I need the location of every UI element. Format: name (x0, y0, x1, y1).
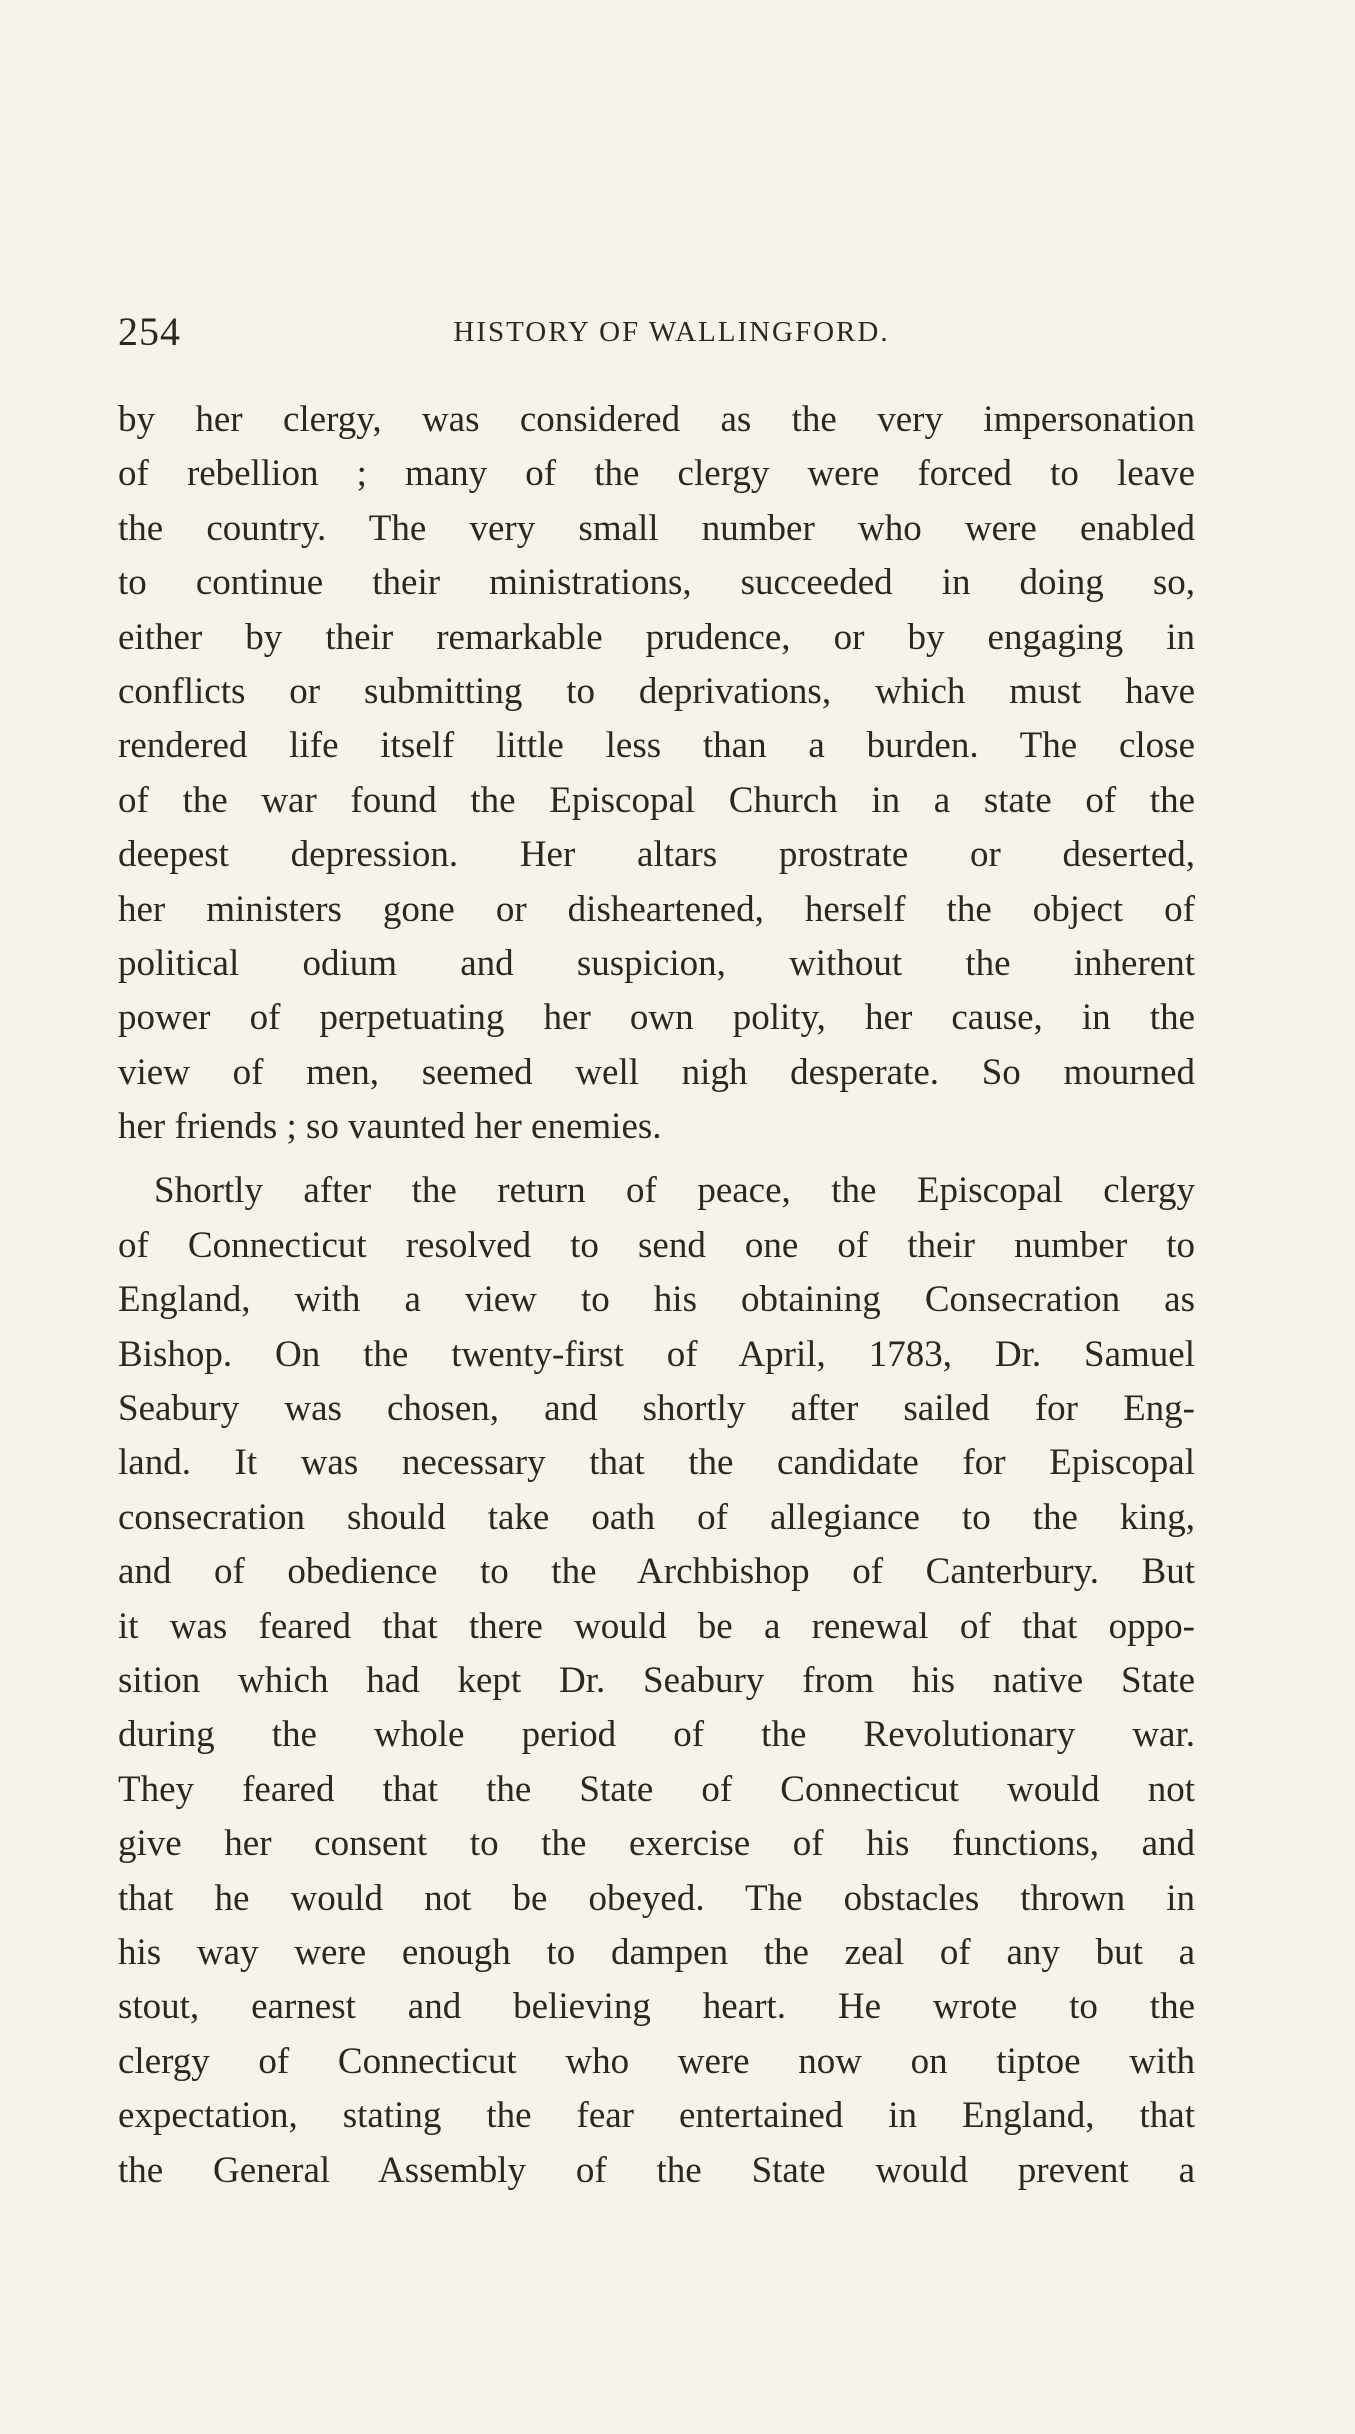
text-line: that he would not be obeyed. The obstacles thrown in (118, 1877, 1195, 1919)
text-line: give her consent to the exercise of his functions, and (118, 1823, 1195, 1865)
text-line: Shortly after the return of peace, the Episcopal clergy (154, 1170, 1195, 1212)
paragraph-1 (118, 393, 1195, 1154)
text-line: by her clergy, was considered as the very impersonation (118, 399, 1195, 440)
text-line: Bishop. On the twenty-first of April, 1783, Dr. Samuel (118, 1333, 1195, 1375)
text-line: deepest depression. Her altars prostrate or deserted, (118, 834, 1195, 876)
body-text (118, 393, 1195, 2198)
paragraph-gap (118, 1154, 1195, 1164)
text-line: to continue their ministrations, succeeded in doing so, (118, 562, 1195, 604)
text-line: sition which had kept Dr. Seabury from his native State (118, 1659, 1195, 1701)
text-line: of Connecticut resolved to send one of their number to (118, 1224, 1195, 1266)
text-line: his way were enough to dampen the zeal of any but a (118, 1931, 1195, 1973)
text-line: rendered life itself little less than a burden. The close (118, 725, 1195, 767)
text-line: and of obedience to the Archbishop of Canterbury. But (118, 1551, 1195, 1593)
running-title: HISTORY OF WALLINGFORD. (453, 316, 890, 348)
page-header (118, 308, 1195, 360)
text-line: the country. The very small number who were enabled (118, 507, 1195, 549)
text-line: it was feared that there would be a renewal of that oppo- (118, 1605, 1195, 1647)
text-line: land. It was necessary that the candidate for Episcopal (118, 1442, 1195, 1484)
text-line: her friends ; so vaunted her enemies. (118, 1106, 662, 1148)
text-line: Seabury was chosen, and shortly after sailed for Eng- (118, 1388, 1195, 1430)
text-line: They feared that the State of Connecticut would not (118, 1768, 1195, 1810)
text-line: expectation, stating the fear entertained in England, that (118, 2095, 1195, 2137)
text-line: of the war found the Episcopal Church in a state of the (118, 779, 1195, 821)
text-line: her ministers gone or disheartened, herself the object of (118, 888, 1195, 930)
text-line: either by their remarkable prudence, or by engaging in (118, 616, 1195, 658)
paragraph-2 (118, 1164, 1195, 2197)
text-line: England, with a view to his obtaining Consecration as (118, 1279, 1195, 1321)
text-line: consecration should take oath of allegiance to the king, (118, 1496, 1195, 1538)
text-line: political odium and suspicion, without the inherent (118, 942, 1195, 984)
text-line: the General Assembly of the State would prevent a (118, 2149, 1195, 2191)
text-line: power of perpetuating her own polity, her cause, in the (118, 997, 1195, 1039)
text-line: stout, earnest and believing heart. He wrote to the (118, 1986, 1195, 2028)
text-line: conflicts or submitting to deprivations, which must have (118, 670, 1195, 712)
text-line: view of men, seemed well nigh desperate. So mourned (118, 1051, 1195, 1093)
text-line: during the whole period of the Revolutionary war. (118, 1714, 1195, 1756)
text-line: of rebellion ; many of the clergy were forced to leave (118, 453, 1195, 495)
text-line: clergy of Connecticut who were now on tiptoe with (118, 2040, 1195, 2082)
page-number: 254 (118, 309, 181, 354)
